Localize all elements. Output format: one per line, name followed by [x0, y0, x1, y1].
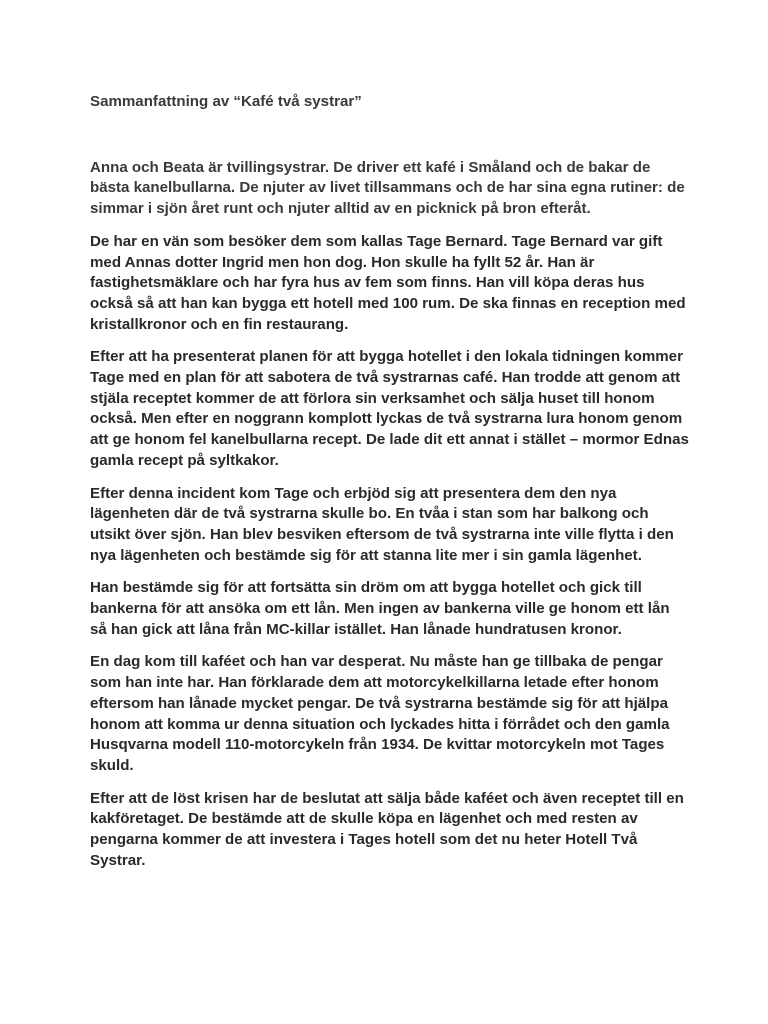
document-page [90, 92, 690, 884]
paragraph-2: De har en vän som besöker dem som kallas Tage Bernard. Tage Bernard var gift med Annas dotter Ingrid men hon dog. Hon skulle ha fyllt 52 år. Han är fastighetsmäklare och har fyra hus av fem som finns. Han vill köpa deras hus också så att han kan bygga ett hotell med 100 rum. De ska finnas en reception med kristallkronor och en fin restaurang. [90, 232, 686, 333]
paragraph-5: Han bestämde sig för att fortsätta sin dröm om att bygga hotellet och gick till bankerna för att ansöka om ett lån. Men ingen av bankerna ville ge honom ett lån så han gick att låna från MC-killar istället. Han lånade hundratusen kronor. [90, 579, 670, 638]
document-title: Sammanfattning av “Kafé två systrar” [90, 93, 362, 110]
paragraph-1: Anna och Beata är tvillingsystrar. De driver ett kafé i Småland och de bakar de bästa kanelbullarna. De njuter av livet tillsammans och de har sina egna rutiner: de simmar i sjön året runt och njuter alltid av en picknick på bron efteråt. [90, 158, 685, 218]
paragraph-3: Efter att ha presenterat planen för att bygga hotellet i den lokala tidningen kommer Tage med en plan för att sabotera de två systrarnas café. Han trodde att genom att stjäla receptet kommer de att förlora sin verksamhet och sälja huset till honom också. Men efter en noggrann komplott lyckas de två systrarna lura honom genom att ge honom fel kanelbullarna recept. De lade dit ett annat i stället – mormor Ednas gamla recept på syltkakor. [90, 348, 689, 469]
paragraph-6: En dag kom till kaféet och han var desperat. Nu måste han ge tillbaka de pengar som han inte har. Han förklarade dem att motorcykelkillarna letade efter honom eftersom han lånade mycket pengar. De två systrarna bestämde sig för att hjälpa honom att komma ur denna situation och lyckades hitta i förrådet och den gamla Husqvarna modell 110-motorcykeln från 1934. De kvittar motorcykeln mot Tages skuld. [90, 653, 670, 774]
paragraph-7: Efter att de löst krisen har de beslutat att sälja både kaféet och även receptet till en kakföretaget. De bestämde att de skulle köpa en lägenhet och med resten av pengarna kommer de att investera i Tages hotell som det nu heter Hotell Två Systrar. [90, 789, 684, 869]
paragraph-4: Efter denna incident kom Tage och erbjöd sig att presentera dem den nya lägenheten där de två systrarna skulle bo. En tvåa i stan som har balkong och utsikt över sjön. Han blev besviken eftersom de två systrarna inte ville flytta i den nya lägenheten och bestämde sig för att stanna lite mer i sin gamla lägenhet. [90, 484, 674, 564]
